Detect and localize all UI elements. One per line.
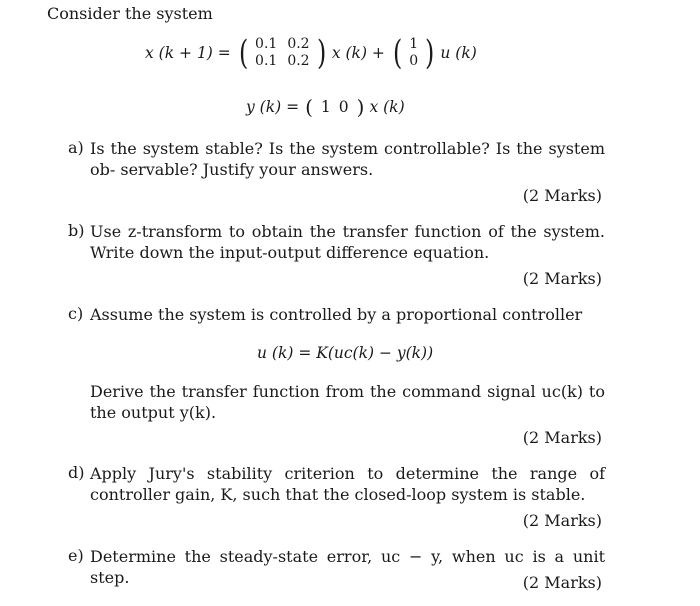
question-b-label: b) [68, 221, 85, 240]
b1: 1 [409, 36, 419, 52]
question-d-text: Apply Jury's stability criterion to determine the range of controller gain, K, such that the closed-loop system is stable. [90, 464, 605, 504]
left-paren: ( [238, 33, 249, 73]
state-equation [145, 33, 477, 73]
question-a-label: a) [68, 138, 84, 157]
question-e-marks: (2 Marks) [522, 573, 602, 592]
question-e-label: e) [68, 546, 84, 565]
question-d-label: d) [68, 463, 85, 482]
right-paren: ) [316, 33, 326, 73]
question-a-text: Is the system stable? Is the system controllable? Is the system ob- servable? Justify your answers. [90, 139, 605, 179]
a11: 0.1 [255, 36, 278, 52]
u-term: u (k) [440, 44, 477, 62]
intro-text: Consider the system [47, 4, 213, 23]
question-c-text: Assume the system is controlled by a proportional controller [90, 305, 583, 324]
c2: 0 [338, 98, 349, 116]
a12: 0.2 [287, 36, 310, 52]
matrix-a [250, 36, 315, 70]
b2: 0 [409, 53, 419, 69]
matrix-b [404, 36, 423, 70]
a21: 0.1 [255, 53, 278, 69]
question-c-marks: (2 Marks) [522, 428, 602, 447]
left-paren: ( [392, 33, 403, 73]
right-paren: ) [425, 33, 435, 73]
output-equation [246, 95, 405, 119]
question-b-text: Use z-transform to obtain the transfer function of the system. Write down the input-output difference equation. [90, 222, 605, 262]
right-paren: ) [356, 95, 365, 119]
question-d-marks: (2 Marks) [522, 511, 602, 530]
left-paren: ( [305, 95, 313, 119]
output-rhs: x (k) [369, 98, 405, 116]
state-lhs: x (k + 1) = [145, 44, 231, 62]
question-c-label: c) [68, 304, 84, 323]
question-c-text2: Derive the transfer function from the command signal uc(k) to the output y(k). [90, 382, 605, 422]
c1: 1 [320, 98, 331, 116]
x-term: x (k) + [331, 44, 385, 62]
a22: 0.2 [287, 53, 310, 69]
question-a-marks: (2 Marks) [522, 186, 602, 205]
output-lhs: y (k) = [246, 98, 300, 116]
question-b-marks: (2 Marks) [522, 269, 602, 288]
controller-equation: u (k) = K(uc(k) − y(k)) [257, 344, 434, 362]
question-e-text: Determine the steady-state error, uc − y, when uc is a unit step. [90, 547, 605, 587]
